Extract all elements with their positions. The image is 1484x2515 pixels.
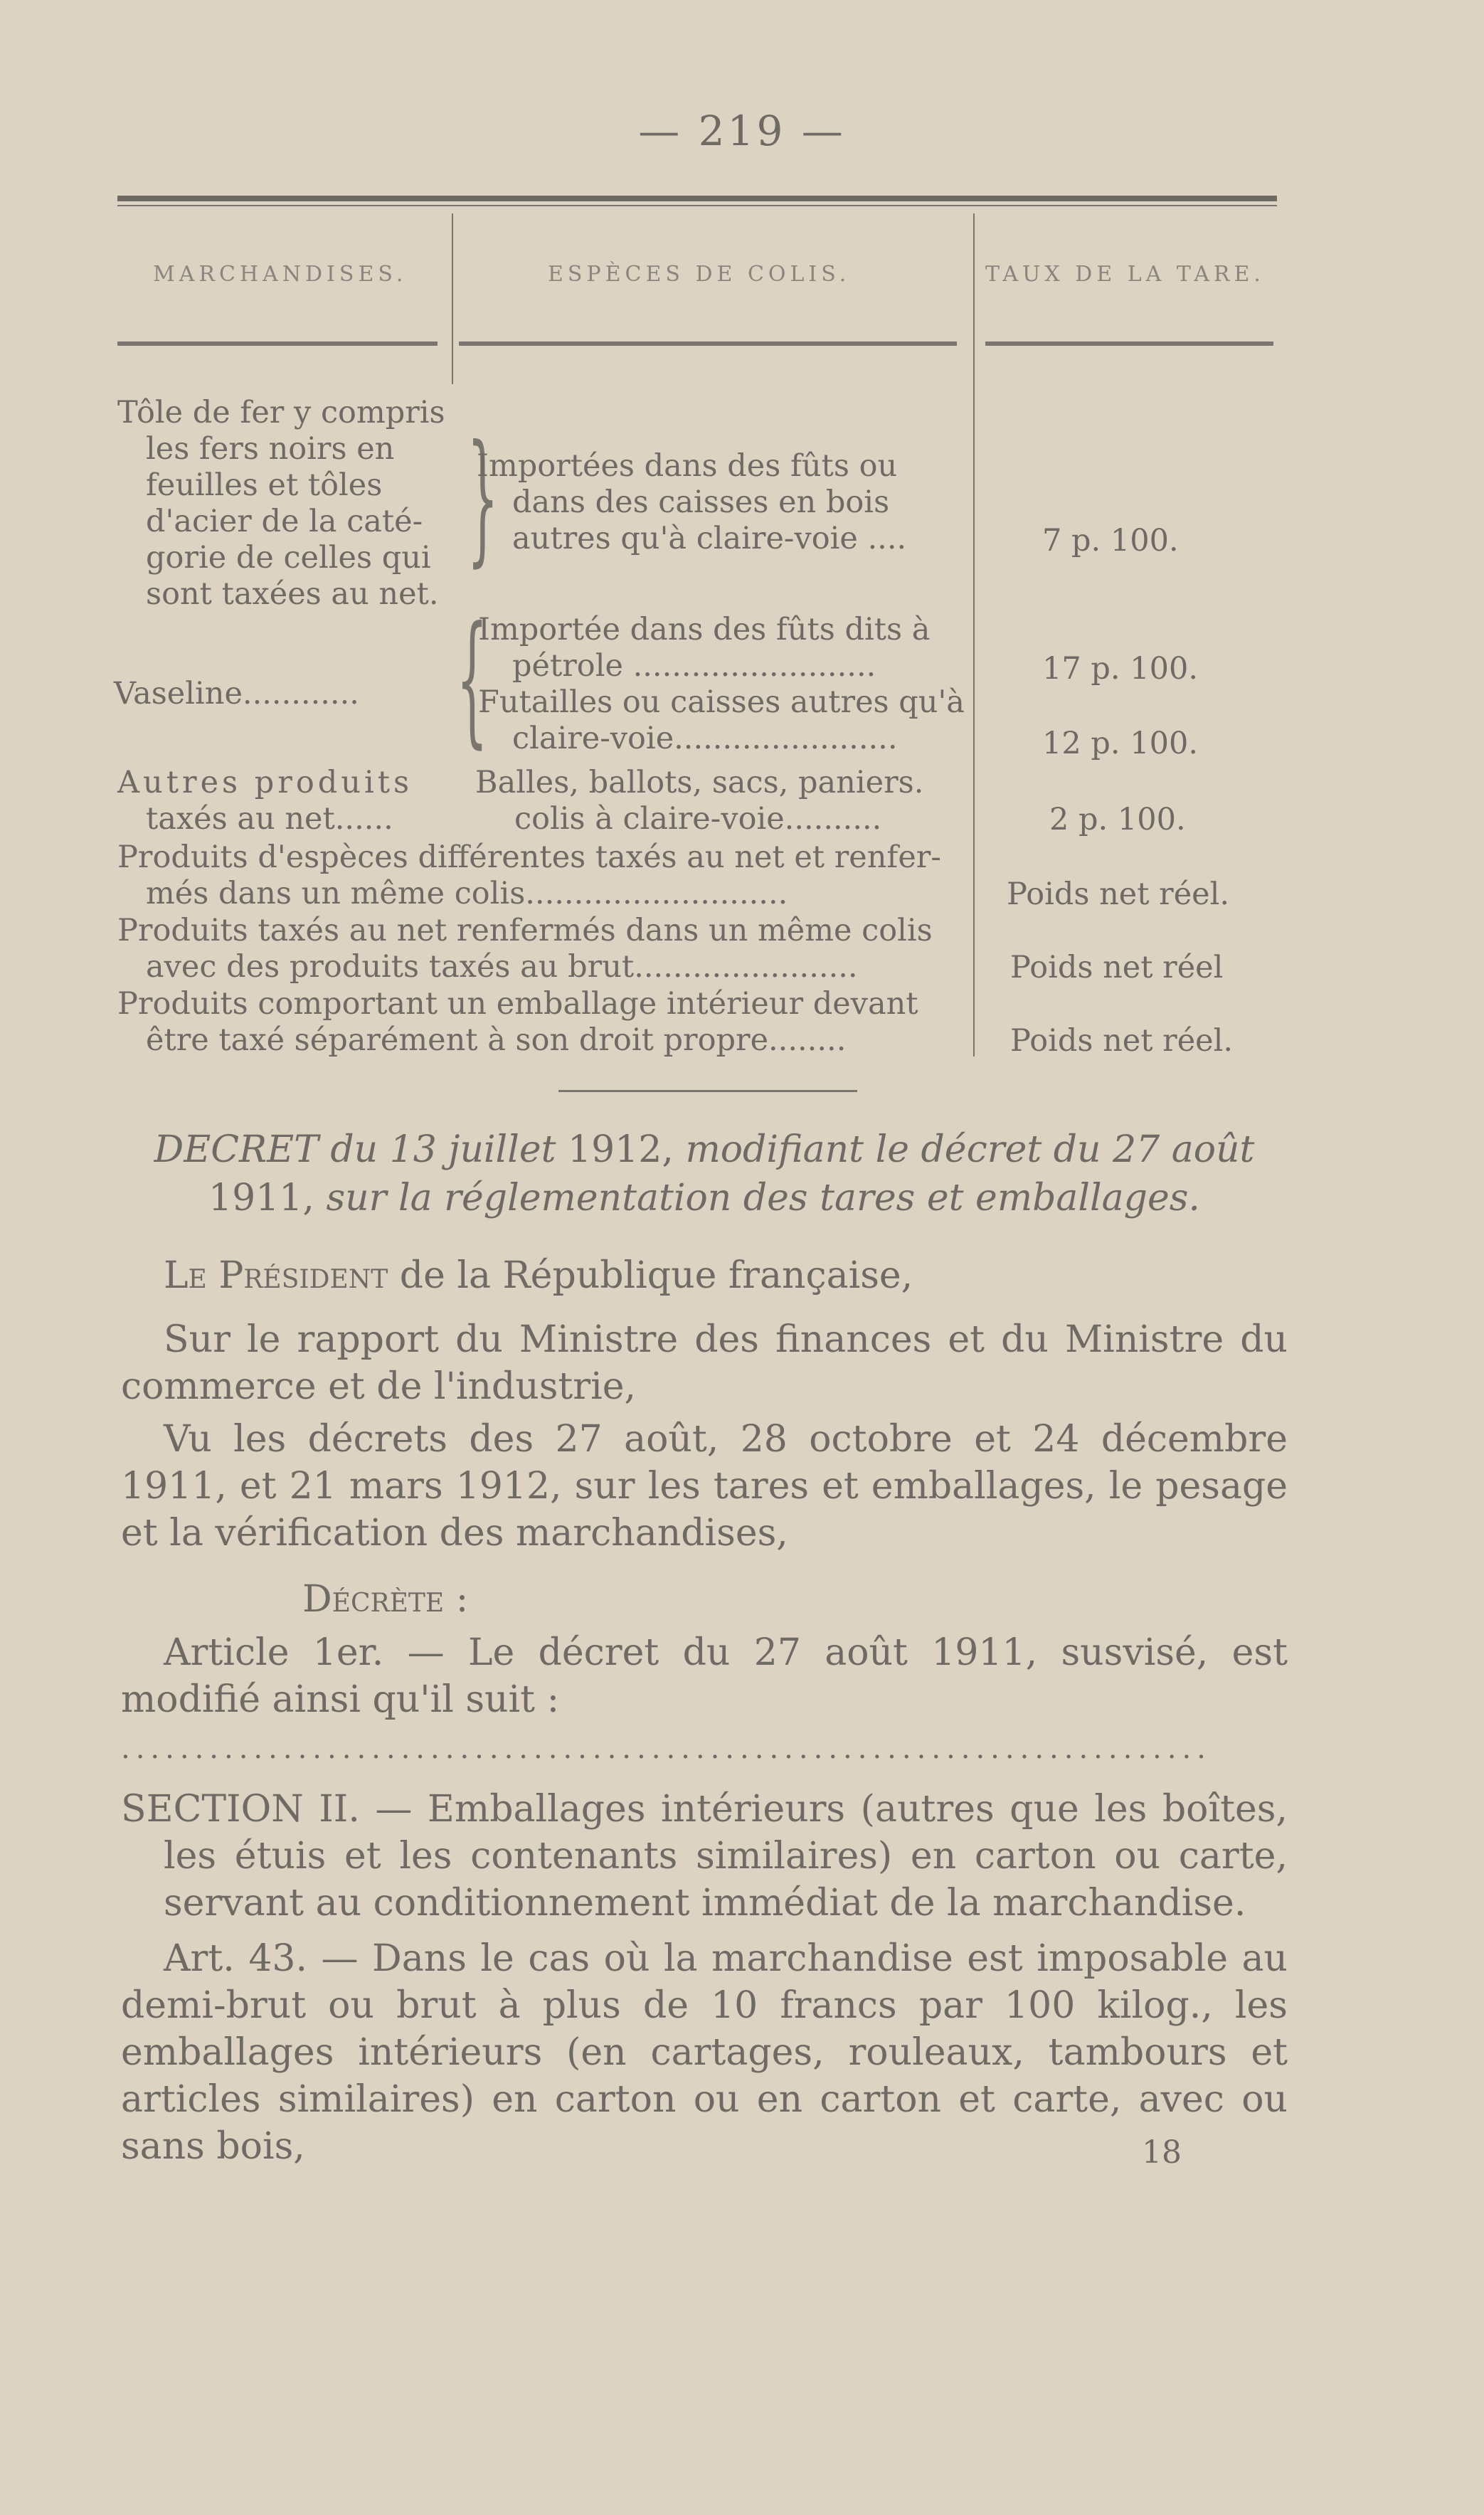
row6-goods: Produits comportant un emballage intérieur devant être taxé séparément à son droit propre........: [117, 986, 918, 1058]
column-rule-left: [452, 213, 453, 384]
paragraph-rapport: Sur le rapport du Ministre des finances et du Ministre du commerce et de l'industrie,: [121, 1318, 1288, 1408]
section-ii: SECTION II. — Emballages intérieurs (autres que les boîtes, les étuis et les contenants similaires) en carton ou carte, servant au conditionnement immédiat de la marchandise.: [121, 1788, 1288, 1924]
page-folio: 18: [1142, 2134, 1182, 2171]
table-header-rate: TAUX DE LA TARE.: [985, 262, 1265, 287]
table-top-rule: [117, 196, 1277, 201]
president-line: Le Président de la République française,: [164, 1254, 913, 1297]
decree-title: DECRET du 13 juillet 1912, modifiant le décret du 27 août 1911, sur la réglementation des tares et emballages.: [154, 1128, 1255, 1219]
row2-goods: Vaseline............: [114, 676, 359, 711]
page-number: — 219 —: [638, 107, 846, 155]
header-rule-rate: [985, 341, 1273, 346]
column-rule-right: [973, 213, 975, 1057]
table-header-packaging: ESPÈCES DE COLIS.: [548, 262, 851, 287]
header-rule-goods: [117, 341, 438, 346]
row6-rate: Poids net réel.: [1010, 1023, 1234, 1059]
row2-rate-a: 17 p. 100.: [1042, 651, 1198, 687]
row2-rate-b: 12 p. 100.: [1042, 726, 1198, 761]
ellipsis-line: ..........................................................................: [121, 1732, 1212, 1765]
section-separator: [558, 1090, 857, 1092]
row1-packaging: Importées dans des fûts ou dans des caisses en bois autres qu'à claire-voie ....: [477, 448, 907, 556]
table-top-rule-thin: [117, 205, 1277, 206]
paragraph-vu: Vu les décrets des 27 août, 28 octobre et 24 décembre 1911, et 21 mars 1912, sur les tares et emballages, le pesage et la vérification des marchandises,: [121, 1418, 1288, 1555]
header-rule-packaging: [459, 341, 957, 346]
row5-goods: Produits taxés au net renfermés dans un même colis avec des produits taxés au brut.......................: [117, 913, 933, 985]
row2-packaging: Importée dans des fûts dits à pétrole ......................... Futailles ou caisses autres qu'à claire-voie.......................: [478, 612, 965, 756]
table-header-goods: MARCHANDISES.: [153, 262, 408, 287]
row3-goods: Autres produits taxés au net......: [117, 765, 413, 837]
article-43: Art. 43. — Dans le cas où la marchandise est imposable au demi-brut ou brut à plus de 10 francs par 100 kilog., les emballages intérieurs (en cartages, rouleaux, tambours et articles similaires) en carton ou en carton et carte, avec ou sans bois,: [121, 1937, 1288, 2168]
row3-packaging: Balles, ballots, sacs, paniers. colis à claire-voie..........: [475, 765, 924, 837]
row1-goods: Tôle de fer y compris les fers noirs en feuilles et tôles d'acier de la caté- gorie de celles qui sont taxées au net.: [117, 395, 445, 612]
row1-rate: 7 p. 100.: [1042, 523, 1179, 558]
row5-rate: Poids net réel: [1010, 950, 1224, 985]
decrete-heading: Décrète :: [302, 1578, 469, 1621]
row2-brace: {: [456, 596, 488, 762]
article-1: Article 1er. — Le décret du 27 août 1911, susvisé, est modifié ainsi qu'il suit :: [121, 1631, 1288, 1721]
row4-rate: Poids net réel.: [1007, 877, 1230, 912]
row3-rate: 2 p. 100.: [1049, 802, 1186, 837]
row4-goods: Produits d'espèces différentes taxés au net et renfer- més dans un même colis...........................: [117, 840, 941, 911]
row1-brace: }: [467, 415, 499, 581]
